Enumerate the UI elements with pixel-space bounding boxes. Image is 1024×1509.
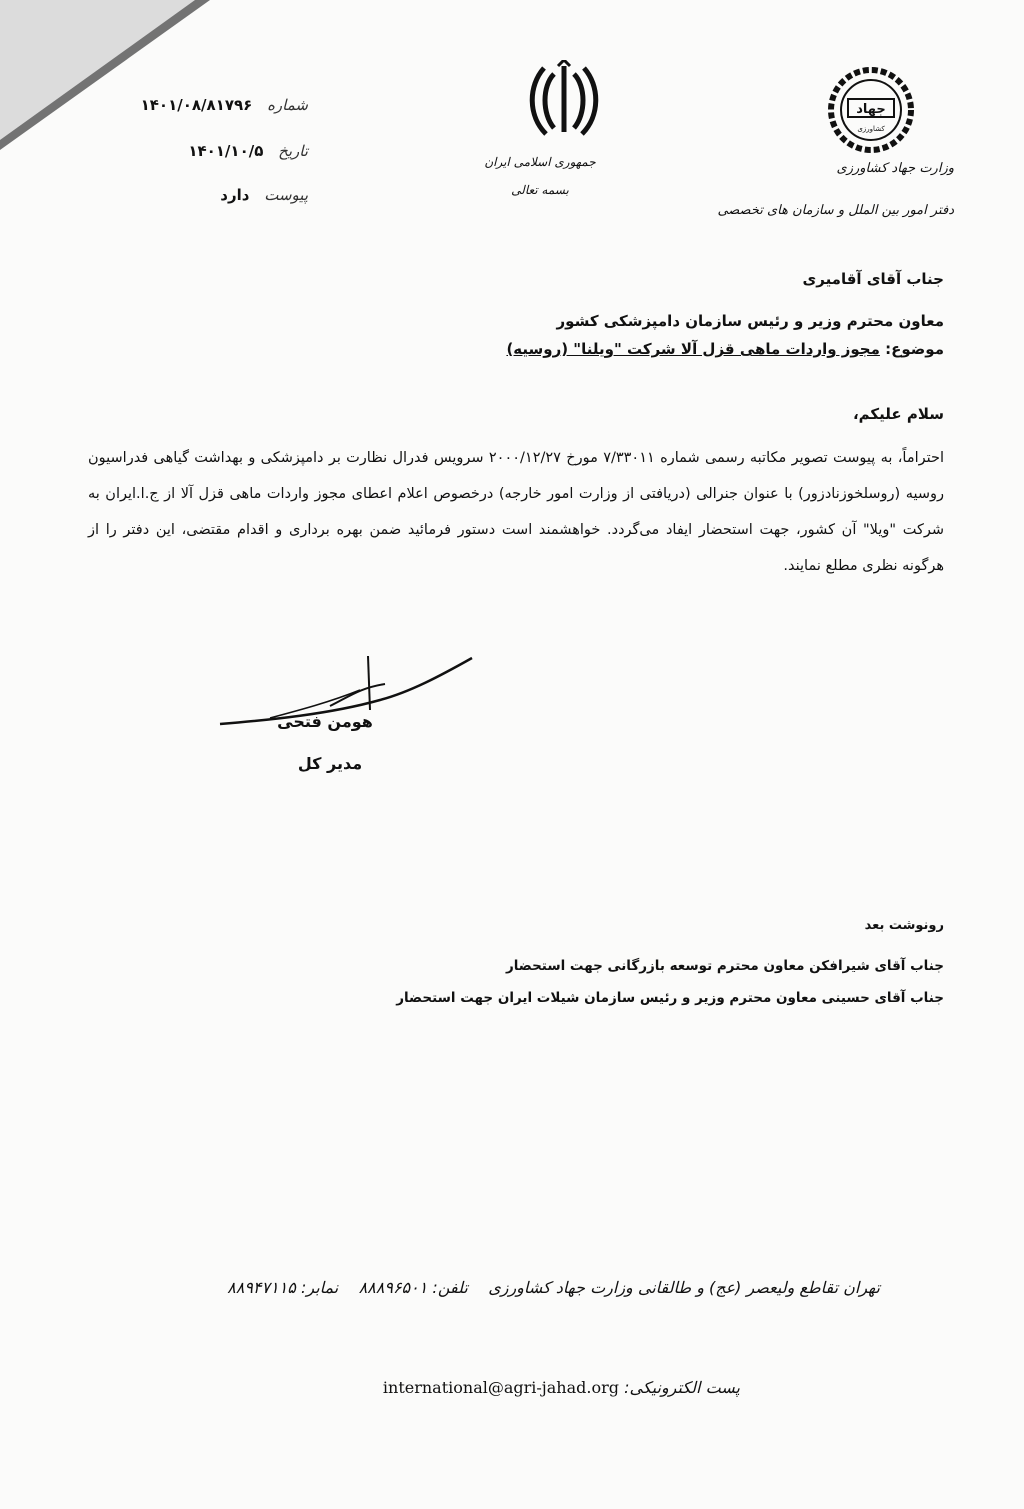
recipient-block <box>344 258 944 342</box>
emblem-caption <box>470 148 610 204</box>
ministry-jahad-logo-icon <box>826 65 916 155</box>
letter-attachment-value: دارد <box>220 186 250 204</box>
ministry-caption <box>694 148 954 232</box>
ministry-logo-text: جهاد <box>856 102 886 117</box>
letter-number-value: ۱۴۰۱/۰۸/۸۱۷۹۶ <box>140 96 253 114</box>
footer-address: تهران تقاطع ولیعصر (عج) و طالقانی وزارت جهاد کشاورزی <box>488 1278 880 1297</box>
letter-attachment-label: پیوست <box>264 186 308 204</box>
footer-phone-label: تلفن: <box>432 1278 468 1297</box>
subject-label: موضوع: <box>885 340 944 358</box>
cc-heading: رونوشت بعد <box>864 918 944 933</box>
footer-phone-value: ۸۸۸۹۶۵۰۱ <box>358 1278 428 1297</box>
page-corner-fold-inner <box>0 0 195 140</box>
handwritten-signature <box>210 640 490 760</box>
cc-line-2: جناب آقای حسینی معاون محترم وزیر و رئیس سازمان شیلات ایران جهت استحضار <box>396 990 944 1006</box>
footer-email-label: پست الکترونیکی: <box>624 1378 740 1397</box>
iran-emblem-icon <box>524 60 604 140</box>
recipient-title: معاون محترم وزیر و رئیس سازمان دامپزشکی کشور <box>556 312 944 330</box>
recipient-name: جناب آقای آقامیری <box>802 270 944 288</box>
subject-line <box>244 340 944 358</box>
country-name: جمهوری اسلامی ایران <box>484 155 596 169</box>
signatory-title: مدیر کل <box>297 754 363 773</box>
letter-date-value: ۱۴۰۱/۱۰/۵ <box>188 142 264 160</box>
letter-number-row <box>128 96 308 114</box>
ministry-logo-subtext: کشاورزی <box>857 125 885 133</box>
footer-fax-value: ۸۸۹۴۷۱۱۵ <box>227 1278 296 1297</box>
department-name: دفتر امور بین الملل و سازمان های تخصصی <box>717 203 954 218</box>
footer-email-value[interactable]: international@agri-jahad.org <box>382 1378 619 1397</box>
letter-number-label: شماره <box>267 96 308 114</box>
letter-body: احتراماً، به پیوست تصویر مکاتبه رسمی شماره ۷/۳۳۰۱۱ مورخ ۲۰۰۰/۱۲/۲۷ سرویس فدرال نظارت بر دامپزشکی و بهداشت گیاهی فدراسیون روسیه (روسلخوزنادزور) با عنوان جنرالی (دریافتی از وزارت امور خارجه) درخصوص اعلام اعطای مجوز واردات ماهی قزل آلا از ج.ا.ایران به شرکت "ویلا" آن کشور، جهت استحضار ایفاد می‌گردد. خواهشمند است دستور فرمائید ضمن بهره برداری و اقدام مقتضی، این دفتر را از هرگونه نظری مطلع نمایند. <box>88 450 944 574</box>
letter-date-label: تاریخ <box>278 142 308 160</box>
salutation: سلام علیکم، <box>852 405 944 423</box>
signatory-name: هومن فتحی <box>277 712 373 731</box>
footer-fax-label: نمابر: <box>300 1278 339 1297</box>
subject-text: مجوز واردات ماهی قزل آلا شرکت "ویلنا" (روسیه) <box>506 340 880 358</box>
cc-line-1: جناب آقای شیرافکن معاون محترم توسعه بازرگانی جهت استحضار <box>505 958 944 974</box>
bismillah-text: بسمه تعالی <box>511 183 569 197</box>
letter-attachment-row <box>208 186 308 204</box>
ministry-name: وزارت جهاد کشاورزی <box>836 161 954 176</box>
footer-address-row <box>200 1278 880 1297</box>
letter-date-row <box>168 142 308 160</box>
footer-email-row <box>330 1378 740 1397</box>
